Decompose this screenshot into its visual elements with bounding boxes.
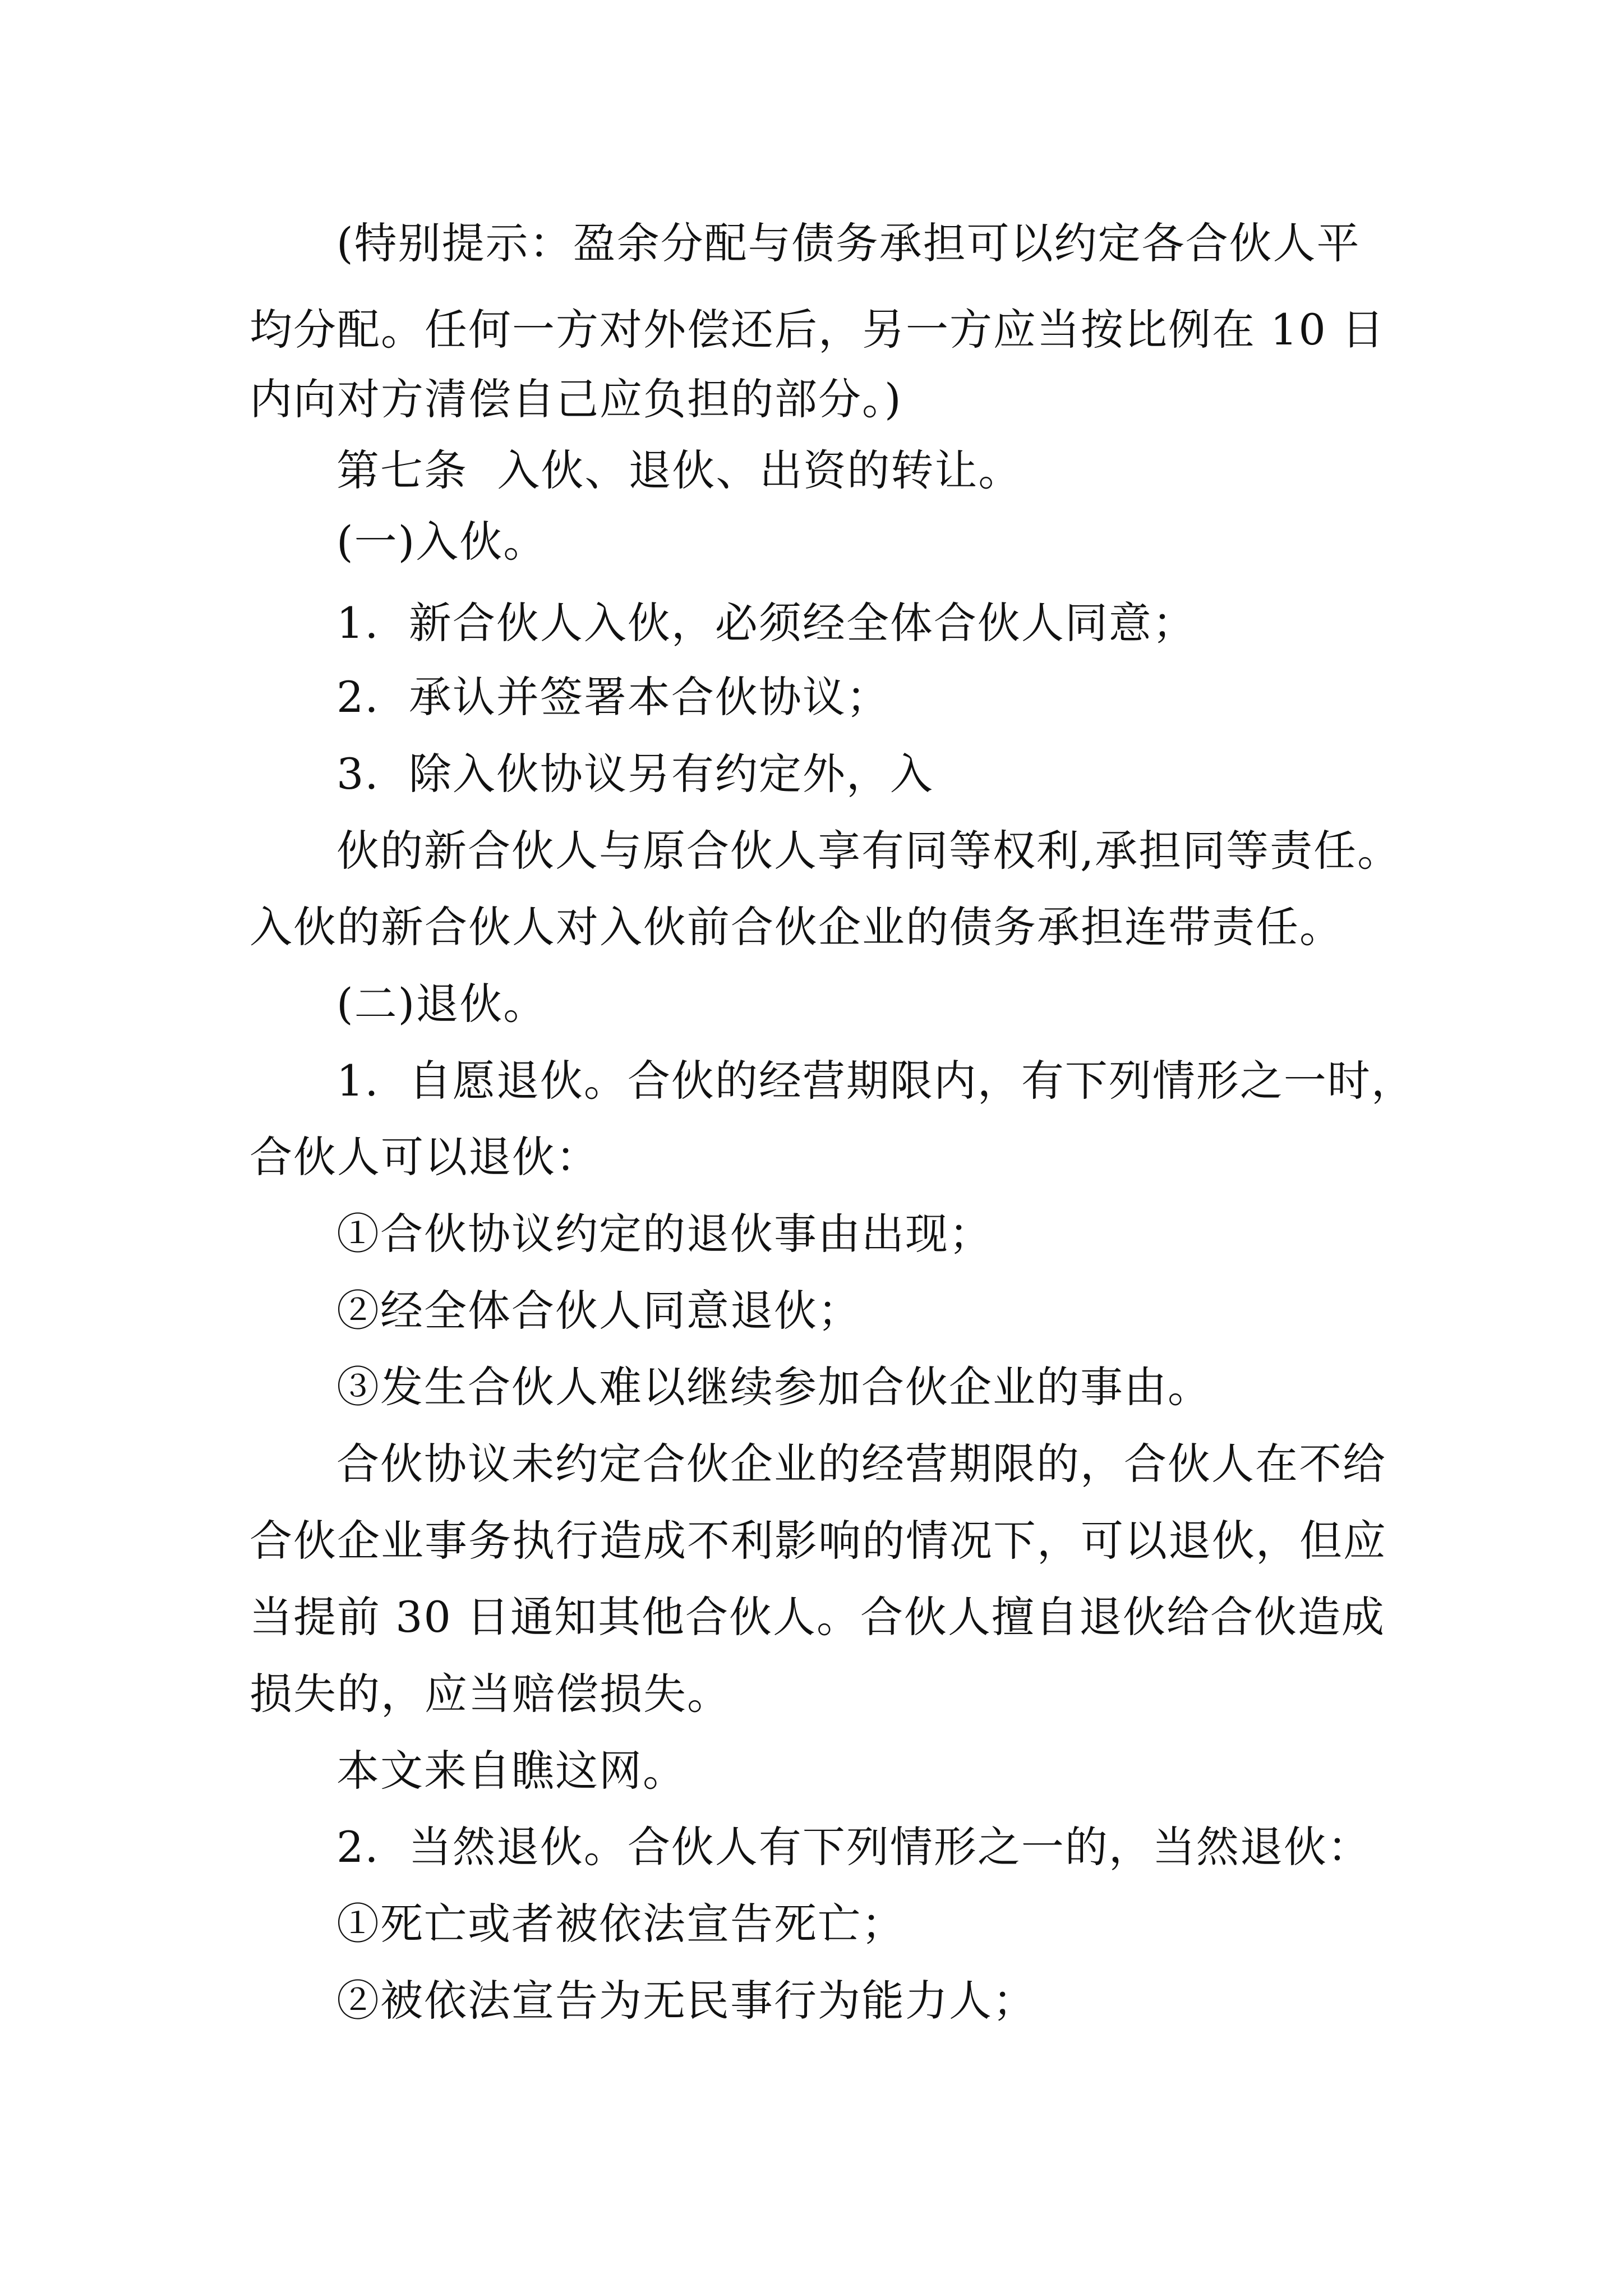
text-line-12: 1. 自愿退伙。合伙的经营期限内，有下列情形之一时， <box>336 1056 1415 1106</box>
text-line-7: 2. 承认并签署本合伙协议； <box>336 672 890 722</box>
text-line-10: 入伙的新合伙人对入伙前合伙企业的债务承担连带责任。 <box>250 902 1343 952</box>
text-line-22: 2. 当然退伙。合伙人有下列情形之一的，当然退伙： <box>336 1822 1371 1872</box>
text-line-15: ②经全体合伙人同意退伙； <box>336 1286 861 1336</box>
text-line-4: 第七条 入伙、退伙、出资的转让。 <box>336 445 1022 495</box>
text-line-3: 内向对方清偿自己应负担的部分。) <box>250 374 902 424</box>
text-line-21: 本文来自瞧这网。 <box>336 1746 686 1796</box>
text-line-19: 当提前 30 日通知其他合伙人。合伙人擅自退伙给合伙造成 <box>250 1592 1386 1642</box>
text-line-6: 1. 新合伙人入伙，必须经全体合伙人同意； <box>336 598 1196 648</box>
text-line-23: ①死亡或者被依法宣告死亡； <box>336 1899 905 1949</box>
text-line-17: 合伙协议未约定合伙企业的经营期限的，合伙人在不给 <box>336 1439 1386 1489</box>
text-line-20: 损失的，应当赔偿损失。 <box>250 1669 731 1719</box>
text-line-5: (一)入伙。 <box>336 517 547 567</box>
text-line-9: 伙的新合伙人与原合伙人享有同等权利,承担同等责任。 <box>336 826 1401 876</box>
text-line-11: (二)退伙。 <box>336 979 547 1029</box>
text-line-18: 合伙企业事务执行造成不利影响的情况下，可以退伙，但应 <box>250 1516 1387 1566</box>
text-line-13: 合伙人可以退伙： <box>250 1132 600 1182</box>
text-line-8: 3. 除入伙协议另有约定外，入 <box>336 749 934 799</box>
text-line-16: ③发生合伙人难以继续参加合伙企业的事由。 <box>336 1362 1211 1412</box>
text-line-14: ①合伙协议约定的退伙事由出现； <box>336 1209 993 1259</box>
text-line-2: 均分配。任何一方对外偿还后，另一方应当按比例在 10 日 <box>250 305 1386 355</box>
text-line-1: (特别提示：盈余分配与债务承担可以约定各合伙人平 <box>336 218 1361 268</box>
text-line-24: ②被依法宣告为无民事行为能力人； <box>336 1976 1036 2026</box>
